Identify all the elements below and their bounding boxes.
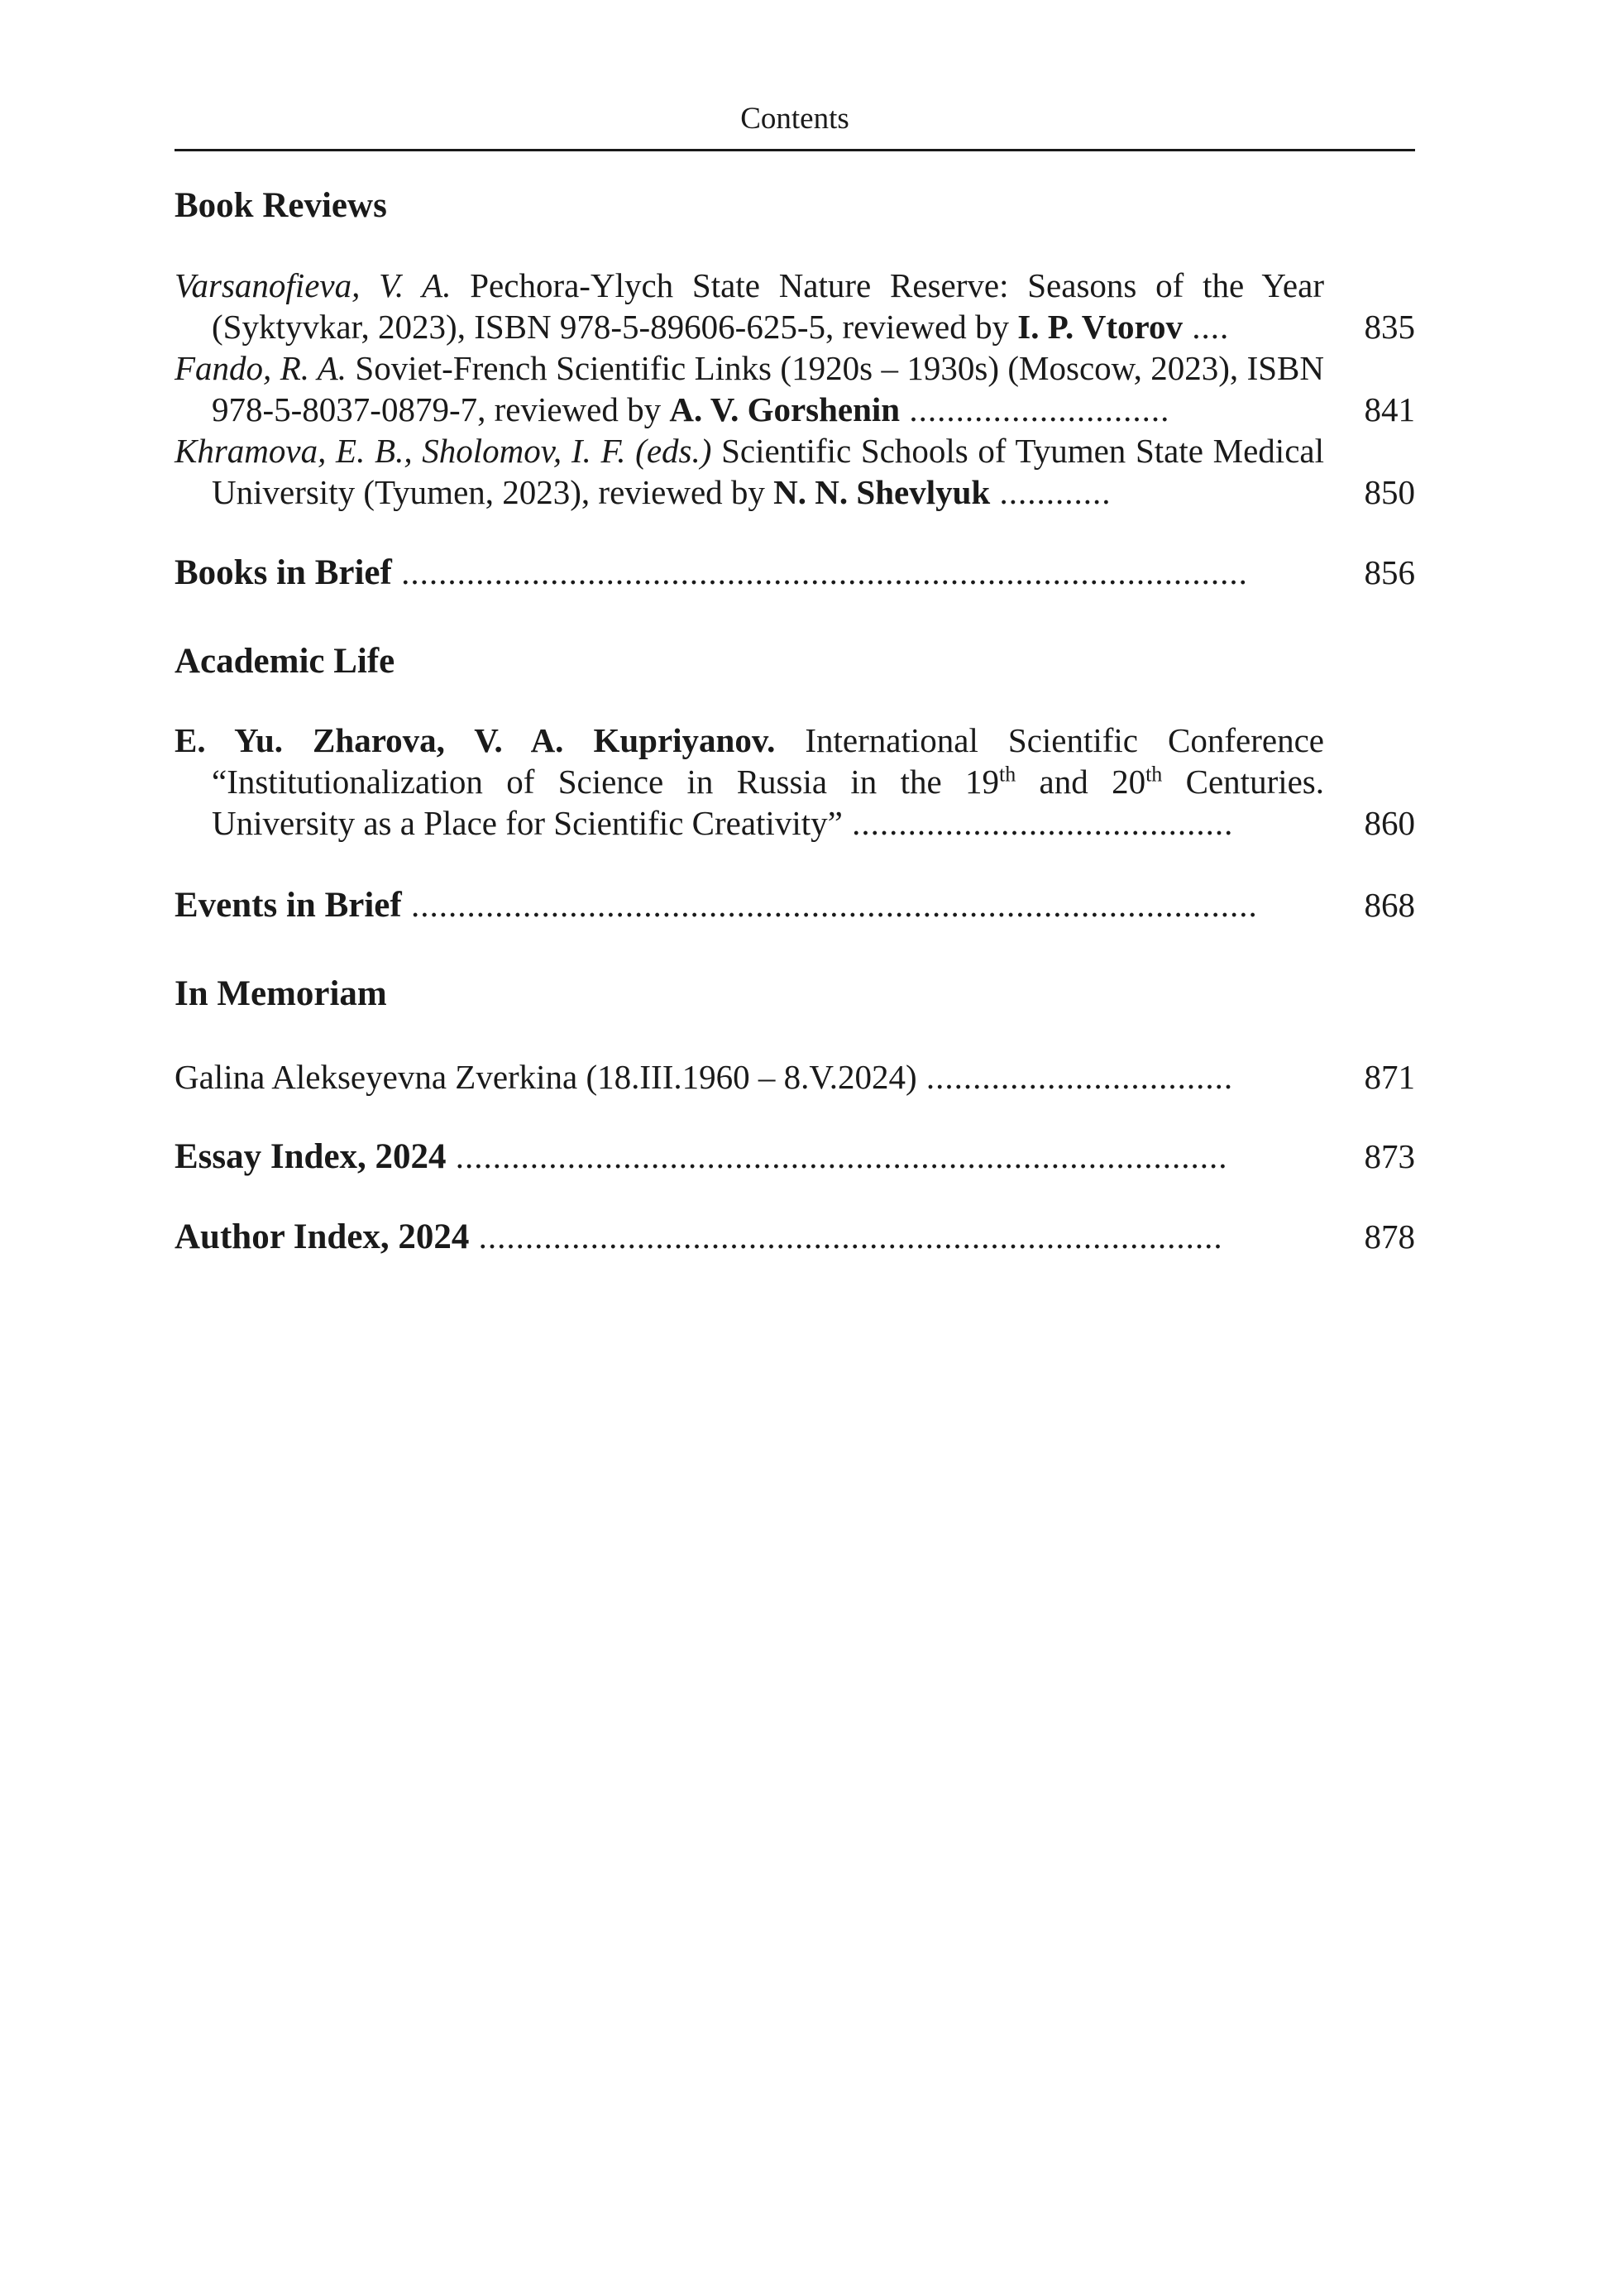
toc-entry-fando[interactable]	[175, 347, 1415, 430]
page-number: 860	[1364, 804, 1415, 842]
toc-entry-events-in-brief[interactable]	[175, 884, 1415, 926]
page-number: 868	[1364, 886, 1415, 924]
entry-title: Soviet-French Scientific Links (1920s – 1930s) (Moscow, 2023), ISBN 978-5-8037-0879-7, reviewed by	[212, 349, 1324, 428]
dot-leader: ............................	[900, 390, 1170, 428]
entry-label	[175, 884, 1258, 926]
entry-title-part: and 20	[1016, 763, 1146, 801]
entry-label	[175, 1136, 1228, 1178]
section-heading-academic-life: Academic Life	[175, 642, 395, 681]
toc-entry-text	[175, 347, 1324, 430]
toc-entry-essay-index[interactable]	[175, 1136, 1415, 1177]
page-number: 856	[1364, 553, 1415, 591]
toc-entry-books-in-brief[interactable]	[175, 552, 1415, 593]
toc-entry-text	[175, 265, 1324, 347]
entry-title: Author Index, 2024	[175, 1217, 470, 1256]
entry-title: Events in Brief	[175, 886, 402, 925]
section-heading-in-memoriam: In Memoriam	[175, 974, 387, 1013]
dot-leader: ...................................................................................	[446, 1137, 1228, 1175]
entry-title: Books in Brief	[175, 553, 392, 592]
entry-title: Pechora-Ylych State Nature Reserve: Seasons of the Year (Syktyvkar, 2023), ISBN 978-5-89606-625-5, reviewed by	[212, 266, 1324, 346]
entry-label	[175, 552, 1248, 594]
page-number: 850	[1364, 473, 1415, 511]
page-number: 873	[1364, 1137, 1415, 1175]
dot-leader: ................................................................................	[469, 1217, 1223, 1256]
dot-leader: ...........................................................................................	[401, 886, 1258, 924]
entry-title: Essay Index, 2024	[175, 1137, 447, 1176]
entry-title: Galina Alekseyevna Zverkina (18.III.1960 – 8.V.2024)	[175, 1058, 917, 1096]
ordinal-suffix: th	[999, 762, 1016, 787]
entry-title-part: Centuries. University as a Place for Scientific Creativity”	[212, 763, 1325, 842]
entry-author: Fando, R. A.	[175, 349, 347, 387]
toc-entry-zharova[interactable]	[175, 720, 1415, 844]
entry-author: E. Yu. Zharova, V. A. Kupriyanov.	[175, 721, 776, 759]
toc-entry-author-index[interactable]	[175, 1216, 1415, 1257]
section-heading-book-reviews: Book Reviews	[175, 186, 387, 225]
entry-reviewer: I. P. Vtorov	[1017, 308, 1183, 346]
entry-author: Varsanofieva, V. A.	[175, 266, 452, 304]
toc-entry-khramova[interactable]	[175, 430, 1415, 513]
entry-title-part: International Scientific Conference “Institutionalization of Science in Russia in the 19	[212, 721, 1324, 801]
toc-entry-zverkina[interactable]	[175, 1056, 1415, 1098]
toc-entry-text	[175, 720, 1324, 844]
page-number: 878	[1364, 1217, 1415, 1256]
page-number: 871	[1364, 1058, 1415, 1096]
entry-label	[175, 1056, 1233, 1098]
entry-reviewer: N. N. Shevlyuk	[773, 473, 991, 511]
header-rule	[175, 149, 1415, 151]
dot-leader: .................................	[916, 1058, 1234, 1096]
running-head: Contents	[740, 102, 849, 136]
ordinal-suffix: th	[1145, 762, 1163, 787]
page-number: 835	[1364, 308, 1415, 346]
entry-reviewer: A. V. Gorshenin	[669, 390, 901, 428]
dot-leader: .........................................	[842, 804, 1234, 842]
dot-leader: ....	[1182, 308, 1230, 346]
toc-entry-varsanofieva[interactable]	[175, 265, 1415, 347]
page-number: 841	[1364, 390, 1415, 428]
entry-title: Scientific Schools of Tyumen State Medical University (Tyumen, 2023), reviewed by	[212, 432, 1324, 511]
entry-label	[175, 1216, 1223, 1258]
entry-author: Khramova, E. B., Sholomov, I. F. (eds.)	[175, 432, 712, 470]
toc-entry-text	[175, 430, 1324, 513]
dot-leader: ............	[990, 473, 1112, 511]
dot-leader: ...........................................................................................	[391, 553, 1248, 591]
